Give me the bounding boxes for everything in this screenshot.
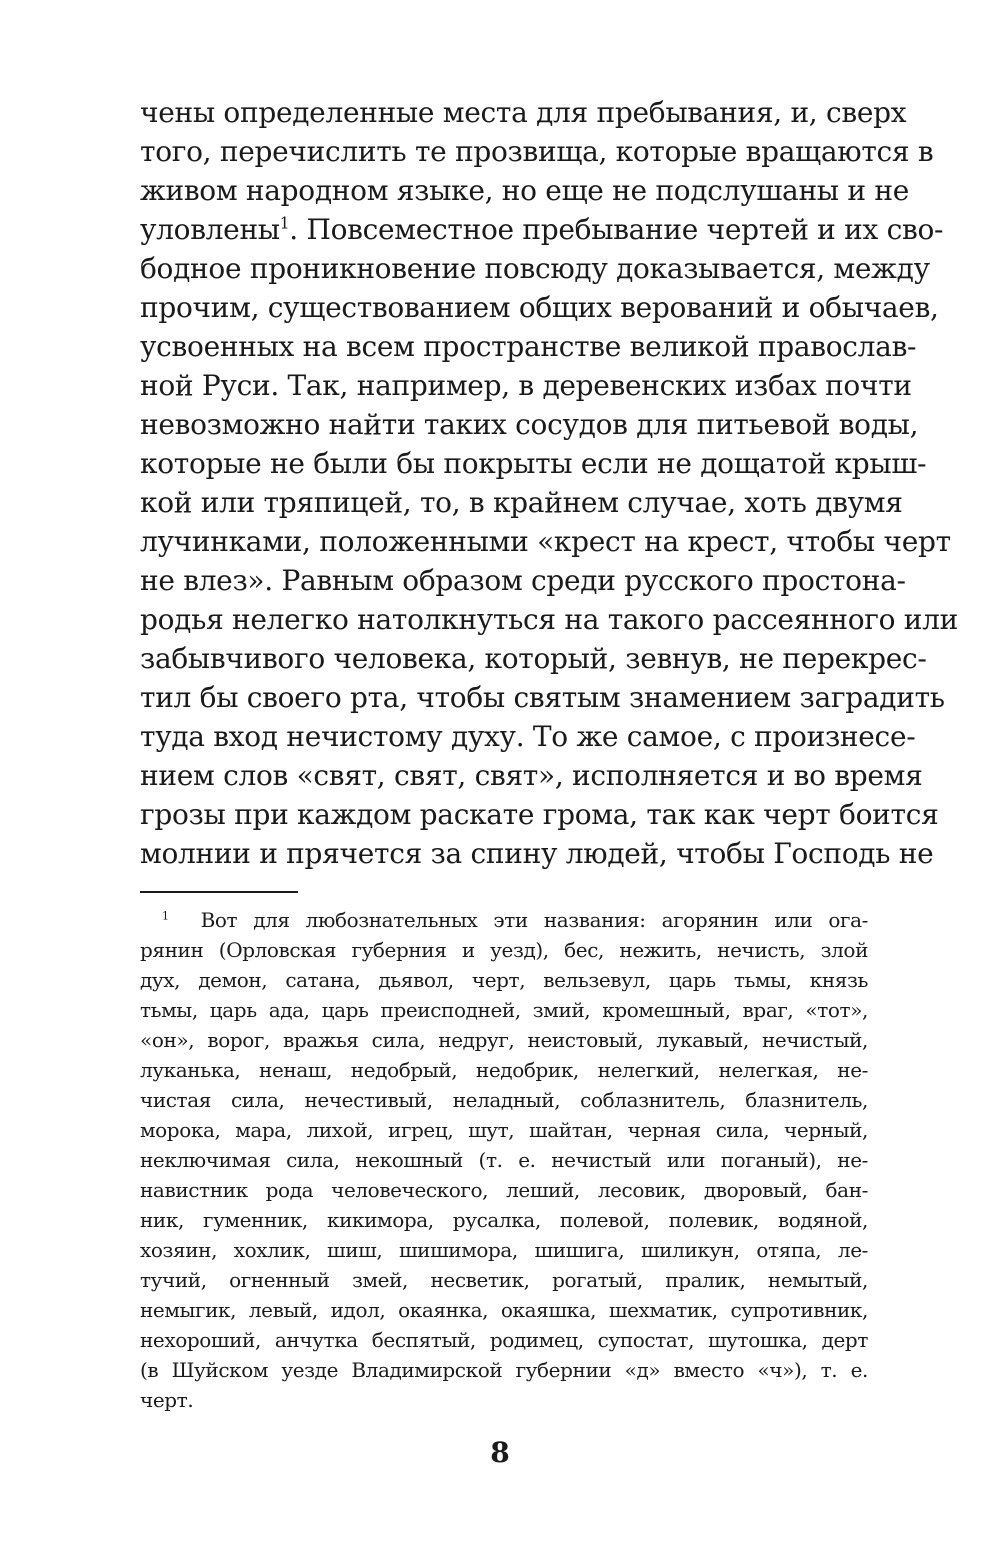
text-line (140, 213, 944, 246)
text-line: прочим, существованием общих верований и обычаев, (140, 291, 939, 324)
footnote-line: луканька, ненаш, недобрый, недобрик, нелегкий, нелегкая, не- (140, 1058, 868, 1082)
footnote-line: тьмы, царь ада, царь преисподней, змий, кромешный, враг, «тот», (140, 998, 868, 1022)
footnote-divider (140, 891, 298, 893)
footnote-line: нехороший, анчутка беспятый, родимец, супостат, шутошка, дерт (140, 1328, 868, 1352)
text-line: тил бы своего рта, чтобы святым знамением заградить (140, 681, 945, 714)
footnote-line: навистник рода человеческого, леший, лесовик, дворовый, бан- (140, 1178, 868, 1202)
text-line: бодное проникновение повсюду доказывается, между (140, 252, 930, 285)
footnote-line: тучий, огненный змей, несветик, рогатый, пралик, немытый, (140, 1268, 868, 1292)
text-fragment: . Повсеместное пребывание чертей и их сво- (289, 213, 944, 246)
text-line: ной Руси. Так, например, в деревенских избах почти (140, 369, 912, 402)
text-line: туда вход нечистому духу. То же самое, с произнесе- (140, 720, 916, 753)
text-line: лучинками, положенными «крест на крест, чтобы черт (140, 525, 951, 558)
footnote-line (162, 908, 868, 932)
text-line: грозы при каждом раскате грома, так как черт боится (140, 798, 939, 831)
text-line: кой или тряпицей, то, в крайнем случае, хоть двумя (140, 486, 903, 519)
text-line: забывчивого человека, который, зевнув, не перекрес- (140, 642, 927, 675)
footnote-line: немыгик, левый, идол, окаянка, окаяшка, шехматик, супротивник, (140, 1298, 868, 1322)
text-line: молнии и прячется за спину людей, чтобы Господь не (140, 837, 934, 870)
text-line: родья нелегко натолкнуться на такого рассеянного или (140, 603, 959, 636)
footnote-line: дух, демон, сатана, дьявол, черт, вельзевул, царь тьмы, князь (140, 968, 868, 992)
footnote-line: черт. (140, 1388, 194, 1412)
text-fragment: Вот для любознательных эти названия: агорянин или ога- (200, 908, 868, 932)
text-line: усвоенных на всем пространстве великой православ- (140, 330, 917, 363)
footnote-line: ник, гуменник, кикимора, русалка, полевой, полевик, водяной, (140, 1208, 868, 1232)
text-line: не влез». Равным образом среди русского простона- (140, 564, 906, 597)
footnote-ref[interactable]: 1 (279, 214, 290, 233)
footnote-line: «он», ворог, вражья сила, недруг, неистовый, лукавый, нечистый, (140, 1028, 868, 1052)
text-line: которые не были бы покрыты если не дощатой крыш- (140, 447, 927, 480)
footnote-line: хозяин, хохлик, шиш, шишимора, шишига, шиликун, отяпа, ле- (140, 1238, 868, 1262)
footnote-line: (в Шуйском уезде Владимирской губернии «д» вместо «ч»), т. е. (140, 1358, 868, 1382)
footnote-line: неключимая сила, некошный (т. е. нечистый или поганый), не- (140, 1148, 868, 1172)
footnote-marker: 1 (162, 909, 169, 923)
text-line: нием слов «свят, свят, свят», исполняется и во время (140, 759, 923, 792)
footnote-line: рянин (Орловская губерния и уезд), бес, нежить, нечисть, злой (140, 938, 868, 962)
text-line: живом народном языке, но еще не подслушаны и не (140, 174, 909, 207)
footnote-line: чистая сила, нечестивый, неладный, соблазнитель, блазнитель, (140, 1088, 868, 1112)
text-line: чены определенные места для пребывания, и, сверх (140, 96, 907, 129)
text-line: того, перечислить те прозвища, которые вращаются в (140, 135, 934, 168)
footnote-line: морока, мара, лихой, игрец, шут, шайтан, черная сила, черный, (140, 1118, 868, 1142)
text-line: невозможно найти таких сосудов для питьевой воды, (140, 408, 919, 441)
text-fragment: уловлены (140, 213, 280, 246)
page-number: 8 (490, 1436, 510, 1469)
